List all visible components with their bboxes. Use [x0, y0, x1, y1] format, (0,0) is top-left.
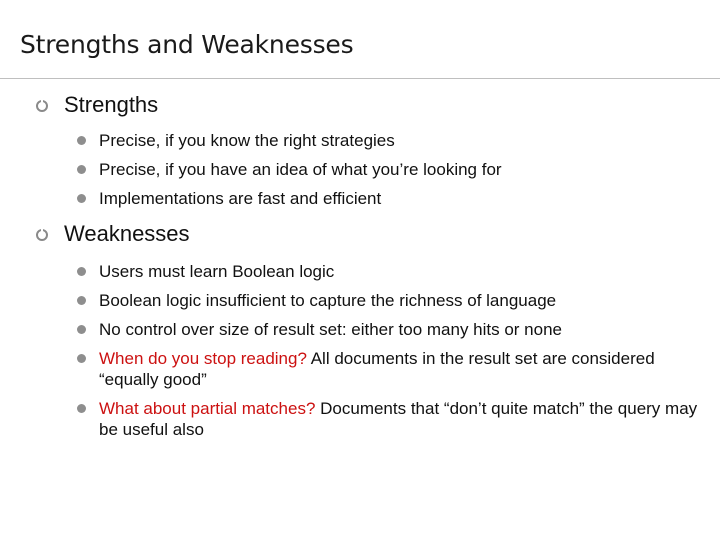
- list-item: [77, 319, 699, 340]
- strengths-section: [36, 92, 658, 217]
- weaknesses-heading: [36, 221, 658, 247]
- item-text: Precise, if you have an idea of what you’re looking for: [99, 160, 502, 179]
- round-bullet-icon: [77, 354, 86, 363]
- list-item: [77, 261, 699, 282]
- item-text: Users must learn Boolean logic: [99, 262, 335, 281]
- item-text: Precise, if you know the right strategies: [99, 131, 395, 150]
- list-item: [77, 398, 699, 440]
- list-item: [77, 159, 699, 180]
- round-bullet-icon: [77, 194, 86, 203]
- strengths-heading: [36, 92, 658, 118]
- round-bullet-icon: [77, 136, 86, 145]
- strengths-list: [77, 130, 699, 209]
- item-highlight: When do you stop reading?: [99, 349, 307, 368]
- round-bullet-icon: [77, 404, 86, 413]
- list-item: [77, 130, 699, 151]
- item-highlight: What about partial matches?: [99, 399, 316, 418]
- item-text: Documents that “don’t quite match” the query may be useful also: [99, 399, 698, 439]
- round-bullet-icon: [77, 296, 86, 305]
- item-text: Implementations are fast and efficient: [99, 189, 382, 208]
- open-circle-bullet-icon: [36, 100, 48, 112]
- list-item: [77, 290, 699, 311]
- item-text: Boolean logic insufficient to capture the richness of language: [99, 291, 557, 310]
- strengths-label: Strengths: [64, 92, 159, 117]
- weaknesses-label: Weaknesses: [64, 221, 190, 246]
- open-circle-bullet-icon: [36, 229, 48, 241]
- list-item: [77, 348, 699, 390]
- round-bullet-icon: [77, 267, 86, 276]
- item-text: All documents in the result set are considered “equally good”: [99, 349, 655, 389]
- slide-title: Strengths and Weaknesses: [20, 30, 354, 59]
- item-text: No control over size of result set: either too many hits or none: [99, 320, 563, 339]
- list-item: [77, 188, 699, 209]
- round-bullet-icon: [77, 165, 86, 174]
- weaknesses-list: [77, 261, 699, 440]
- round-bullet-icon: [77, 325, 86, 334]
- weaknesses-section: [36, 221, 698, 448]
- title-divider: [0, 78, 720, 79]
